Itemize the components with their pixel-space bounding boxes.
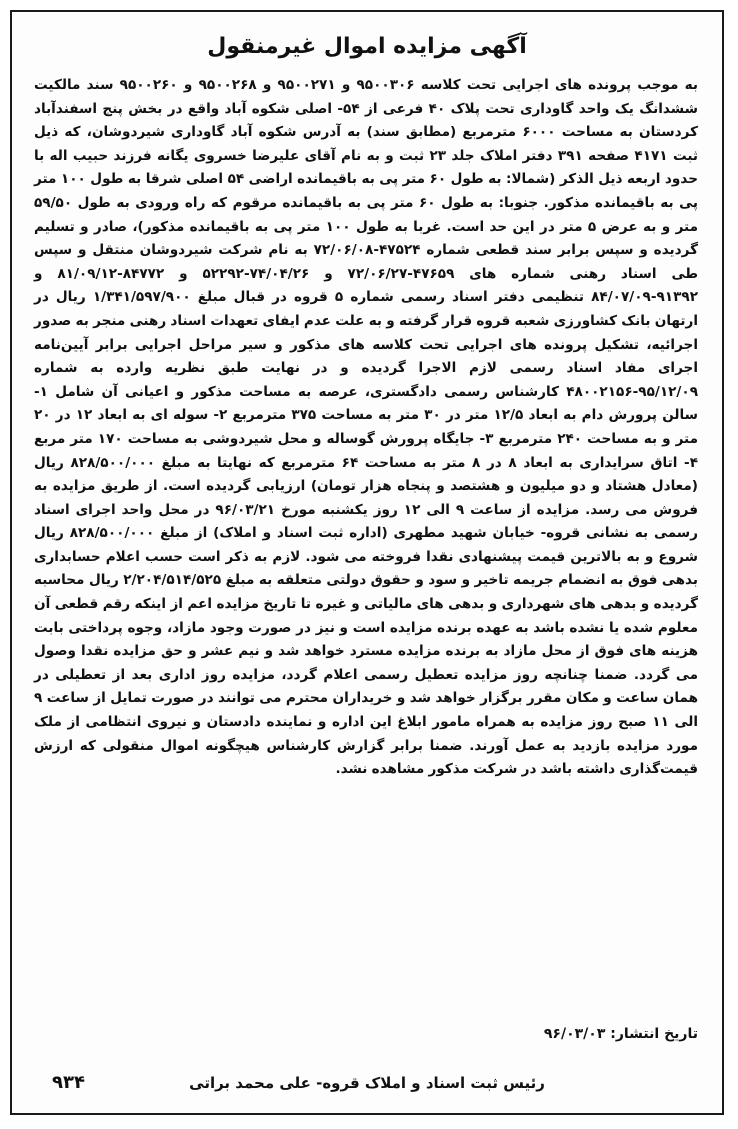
- notice-frame: [10, 10, 724, 1115]
- notice-code: ۹۳۴: [52, 1072, 85, 1093]
- publication-date: تاریخ انتشار: ۹۶/۰۳/۰۳: [543, 1026, 698, 1042]
- notice-title: آگهی مزایده اموال غیرمنقول: [207, 34, 527, 59]
- signature-line: رئیس ثبت اسناد و املاک قروه- علی محمد براتی: [189, 1074, 545, 1092]
- notice-body: به موجب پرونده های اجرایی تحت کلاسه ۹۵۰۰۳۰۶ و ۹۵۰۰۲۷۱ و ۹۵۰۰۲۶۸ و ۹۵۰۰۲۶۰ سند مالکیت ششدانگ یک واحد گاوداری تحت پلاک ۴۰ فرعی از ۵۴- اصلی شکوه آباد واقع در بخش پنج اسفندآباد کردستان به مساحت ۶۰۰۰ مترمربع (مطابق سند) به آدرس شکوه آباد گاوداری شیردوشان، که ذیل ثبت ۴۱۷۱ صفحه ۳۹۱ دفتر املاک جلد ۲۳ ثبت و به نام آقای علیرضا خسروی یگانه فرزند حبیب اله با حدود اربعه ذیل الذکر (شمالا: به طول ۶۰ متر پی به باقیمانده اراضی ۵۴ اصلی شرقا به طول ۱۰۰ متر پی به باقیمانده مذکور. جنوبا: به طول ۶۰ متر پی به باقیمانده مرقوم که راه ورودی به طول ۵۹/۵۰ متر و به عرض ۵ متر در این حد است. غربا به طول ۱۰۰ متر پی به باقیمانده مذکور)، صادر و تسلیم گردیده و سپس برابر سند قطعی شماره ۴۷۵۲۴-۷۲/۰۶/۰۸ به نام شرکت شیردوشان منتقل و سپس طی اسناد رهنی شماره های ۴۷۶۵۹-۷۲/۰۶/۲۷ و ۷۴/۰۴/۲۶-۵۲۲۹۲ و ۸۴۷۷۲-۸۱/۰۹/۱۲ و ۹۱۳۹۲-۸۴/۰۷/۰۹ تنظیمی دفتر اسناد رسمی شماره ۵ قروه در قبال مبلغ ۱/۳۴۱/۵۹۷/۹۰۰ ریال در ارتهان بانک کشاورزی شعبه قروه قرار گرفته و به علت عدم ایفای تعهدات اسناد رهنی منجر به صدور اجرائیه، تشکیل پرونده های اجرایی تحت کلاسه های مذکور و سیر مراحل اجرایی برابر آیین‌نامه اجرای مفاد اسناد رسمی لازم الاجرا گردیده و در نهایت طبق نظریه وارده به شماره ۹۵/۱۲/۰۹-۴۸۰۰۲۱۵۶ کارشناس رسمی دادگستری، عرصه به مساحت مذکور و اعیانی آن شامل ۱- سالن پرورش دام به ابعاد ۱۲/۵ متر در ۳۰ متر به مساحت ۳۷۵ مترمربع ۲- سوله ای به ابعاد ۱۲ در ۲۰ متر و به مساحت ۲۴۰ مترمربع ۳- جایگاه پرورش گوساله و محل شیردوشی به مساحت ۱۷۰ متر مربع ۴- اتاق سرایداری به ابعاد ۸ در ۸ متر به مساحت ۶۴ مترمربع که نهایتا به مبلغ ۸۲۸/۵۰۰/۰۰۰ ریال (معادل هشتاد و دو میلیون و هشتصد و پنجاه هزار تومان) ارزیابی گردیده است. از طریق مزایده به فروش می رسد. مزایده از ساعت ۹ الی ۱۲ روز یکشنبه مورخ ۹۶/۰۳/۲۱ در محل واحد اجرای اسناد رسمی به نشانی قروه- خیابان شهید مطهری (اداره ثبت اسناد و املاک) از مبلغ ۸۲۸/۵۰۰/۰۰۰ ریال شروع و به بالاترین قیمت پیشنهادی نقدا فروخته می شود. لازم به ذکر است حسب اعلام حسابداری بدهی فوق به انضمام جریمه تاخیر و سود و حقوق دولتی متعلقه به مبلغ ۲/۲۰۴/۵۱۴/۵۲۵ ریال محاسبه گردیده و بدهی های شهرداری و بدهی های مالیاتی و غیره تا تاریخ مزایده اعم از اینکه رقم قطعی آن معلوم شده یا نشده باشد به عهده برنده مزایده است و نیز در صورت وجود مازاد، وجوه پرداختی بابت هزینه های فوق از محل مازاد به برنده مزایده مسترد خواهد شد و نیم عشر و حق مزایده نقدا وصول می گردد. ضمنا چنانچه روز مزایده تعطیل رسمی اعلام گردد، مزایده روز اداری بعد از تعطیلی در همان ساعت و مکان مقرر برگزار خواهد شد و خریداران محترم می توانند در صورت تمایل از ساعت ۹ الی ۱۱ صبح روز مزایده به همراه مامور ابلاغ این اداره و نماینده دادستان و نیروی انتظامی از ملک مورد مزایده بازدید به عمل آورند. ضمنا برابر گزارش کارشناس هیچگونه اموال منقولی که ارزش قیمت‌گذاری داشته باشد در شرکت مذکور مشاهده نشد.: [34, 77, 699, 778]
